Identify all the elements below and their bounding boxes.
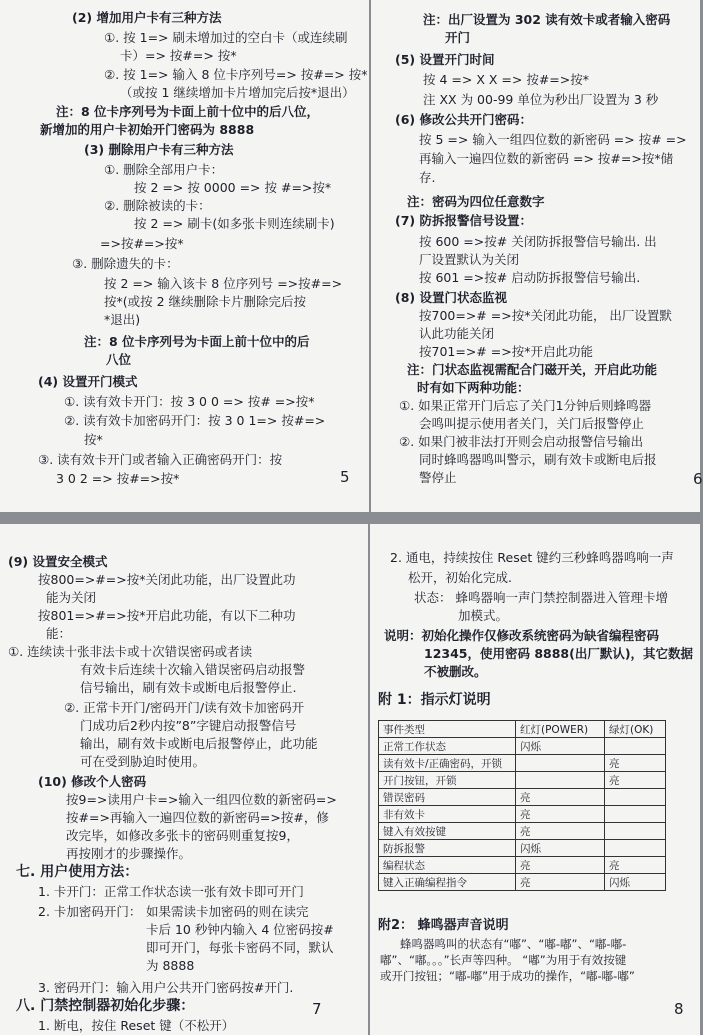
table-cell: 亮 xyxy=(605,772,666,789)
text-line: 按 600 =>按# 关闭防拆报警信号输出. 出 xyxy=(419,234,657,249)
text-line: =>按#=>按* xyxy=(100,236,184,251)
text-line: ②. 按 1=> 输入 8 位卡序列号=> 按#=> 按* xyxy=(104,67,368,82)
manual-page-7 xyxy=(0,524,368,1035)
note-text: 注：门状态监视需配合门磁开关，开启此功能 xyxy=(407,362,658,377)
text-line: 按* xyxy=(84,432,103,447)
text-line: 按700=># =>按*关闭此功能， 出厂设置默 xyxy=(419,308,672,323)
text-line: 再输入一遍四位数的新密码 => 按#=>按*储 xyxy=(419,151,674,166)
table-row xyxy=(379,772,666,789)
text-line: 嘟”、“嘟。。。”长声等四种。 “嘟”为用于有效按键 xyxy=(380,953,627,967)
text-line: ②. 读有效卡加密码开门：按 3 0 1=> 按#=> xyxy=(64,413,326,428)
column-header: 事件类型 xyxy=(379,721,516,738)
text-line: 或开门按钮；“嘟-嘟”用于成功的操作，“嘟-嘟-嘟” xyxy=(380,969,635,983)
heading-add-card: (2) 增加用户卡有三种方法 xyxy=(72,10,222,25)
text-line: 按801=>#=>按*开启此功能，有以下二种功 xyxy=(38,608,296,623)
appendix-2-title: 附2： 蜂鸣器声音说明 xyxy=(378,918,509,933)
table-row xyxy=(379,789,666,806)
page-number: 6 xyxy=(693,470,703,488)
heading-door-time: (5) 设置开门时间 xyxy=(395,52,495,67)
text-line: 按9=>读用户卡=>输入一组四位数的新密码=> xyxy=(66,792,337,807)
table-cell: 闪烁 xyxy=(516,738,605,755)
table-cell xyxy=(516,772,605,789)
text-line: 1. 卡开门：正常工作状态读一张有效卡即可开门 xyxy=(38,884,304,899)
note-text: 新增加的用户卡初始开门密码为 8888 xyxy=(40,122,255,137)
text-line: 3 0 2 => 按#=>按* xyxy=(56,471,180,486)
note-text: 注：8 位卡序列号为卡面上前十位中的后 xyxy=(84,334,310,349)
table-row xyxy=(379,823,666,840)
text-line: 按#=>再输入一遍四位数的新密码=>按#，修 xyxy=(66,810,329,825)
text-line: 按 2 => 输入该卡 8 位序列号 =>按#=> xyxy=(104,276,343,291)
table-cell: 读有效卡/正确密码，开锁 xyxy=(379,755,516,772)
text-line: 再按刚才的步骤操作。 xyxy=(66,846,192,861)
text-line: 有效卡后连续十次输入错误密码启动报警 xyxy=(80,662,306,677)
text-line: 为 8888 xyxy=(146,958,195,973)
table-cell xyxy=(605,789,666,806)
text-line: 蜂鸣器鸣叫的状态有“嘟”、“嘟-嘟”、“嘟-嘟- xyxy=(400,937,627,951)
note-text: 不被删改。 xyxy=(424,664,487,679)
text-line: 1. 断电，按住 Reset 键（不松开） xyxy=(38,1018,235,1033)
table-cell: 开门按钮，开锁 xyxy=(379,772,516,789)
table-cell: 编程状态 xyxy=(379,857,516,874)
text-line: 卡后 10 秒钟内输入 4 位密码按# xyxy=(146,922,334,937)
note-text: 注：出厂设置为 302 读有效卡或者输入密码 xyxy=(423,12,671,27)
heading-change-password: (6) 修改公共开门密码： xyxy=(395,112,532,127)
text-line: 按 5 => 输入一组四位数的新密码 => 按# => xyxy=(419,132,687,147)
heading-user-usage: 七. 用户使用方法： xyxy=(16,864,139,880)
column-header: 绿灯(OK) xyxy=(605,721,666,738)
table-cell: 防拆报警 xyxy=(379,840,516,857)
text-line: 信号输出，刷有效卡或断电后报警停止. xyxy=(80,680,297,695)
table-cell: 亮 xyxy=(516,823,605,840)
text-line: 2. 通电，持续按住 Reset 键约三秒蜂鸣器鸣响一声 xyxy=(390,550,674,565)
table-cell: 亮 xyxy=(516,857,605,874)
text-line: 3. 密码开门：输入用户公共开门密码按#开门. xyxy=(38,980,294,995)
manual-page-5 xyxy=(0,0,369,512)
text-line: ①. 读有效卡开门：按 3 0 0 => 按# =>按* xyxy=(64,394,315,409)
text-line: 门成功后2秒内按”8”字键启动报警信号 xyxy=(80,718,297,733)
text-line: 如果需读卡加密码的则在读完 xyxy=(146,904,309,919)
table-cell: 亮 xyxy=(605,857,666,874)
text-line: ②. 删除被读的卡： xyxy=(104,198,211,213)
column-header: 红灯(POWER) xyxy=(516,721,605,738)
note-text: 注：8 位卡序列号为卡面上前十位中的后八位， xyxy=(56,104,320,119)
text-line: 按 2 => 按 0000 => 按 #=>按* xyxy=(134,180,332,195)
text-line: 认此功能关闭 xyxy=(419,326,495,341)
note-text: 12345，使用密码 8888(出厂默认)，其它数据 xyxy=(424,646,694,661)
table-row xyxy=(379,738,666,755)
table-row xyxy=(379,840,666,857)
table-cell xyxy=(605,806,666,823)
table-cell xyxy=(605,738,666,755)
note-text: 八位 xyxy=(106,352,132,367)
text-line: 能为关闭 xyxy=(46,590,97,605)
text-line: 按 2 => 刷卡(如多张卡则连续刷卡) xyxy=(134,216,335,231)
text-line: 按 601 =>按# 启动防拆报警信号输出. xyxy=(419,270,641,285)
text-line: ①. 删除全部用户卡： xyxy=(104,162,224,177)
text-line: 按800=>#=>按*关闭此功能，出厂设置此功 xyxy=(38,572,296,587)
table-row xyxy=(379,755,666,772)
table-cell: 非有效卡 xyxy=(379,806,516,823)
note-text: 注：密码为四位任意数字 xyxy=(407,194,545,209)
table-row xyxy=(379,857,666,874)
table-cell: 键入正确编程指令 xyxy=(379,874,516,891)
page-number: 7 xyxy=(312,1000,322,1018)
text-line: 厂设置默认为关闭 xyxy=(419,252,520,267)
heading-initialization: 八. 门禁控制器初始化步骤： xyxy=(16,998,195,1014)
text-line: （或按 1 继续增加卡片增加完后按*退出） xyxy=(120,85,355,100)
text-line: 卡）=> 按#=> 按* xyxy=(120,48,237,63)
text-line: 警停止 xyxy=(419,470,457,485)
text-line: ③. 读有效卡开门或者输入正确密码开门：按 xyxy=(38,452,283,467)
table-row xyxy=(379,806,666,823)
text-line: 即可开门，每张卡密码不同，默认 xyxy=(146,940,334,955)
text-line: 按*(或按 2 继续删除卡片删除完后按 xyxy=(104,294,307,309)
heading-door-monitor: (8) 设置门状态监视 xyxy=(395,290,507,305)
table-cell: 错误密码 xyxy=(379,789,516,806)
text-line: 按701=># =>按*开启此功能 xyxy=(419,344,593,359)
table-cell xyxy=(605,840,666,857)
note-text: 说明：初始化操作仅修改系统密码为缺省编程密码 xyxy=(384,628,660,643)
table-row xyxy=(379,874,666,891)
table-cell: 闪烁 xyxy=(605,874,666,891)
table-cell: 亮 xyxy=(605,755,666,772)
text-line: ②. 正常卡开门/密码开门/读有效卡加密码开 xyxy=(64,700,305,715)
table-cell: 亮 xyxy=(516,789,605,806)
heading-personal-password: (10) 修改个人密码 xyxy=(38,774,147,789)
indicator-table xyxy=(378,720,666,891)
text-line: ①. 按 1=> 刷未增加过的空白卡（或连续刷 xyxy=(104,30,348,45)
heading-tamper-alarm: (7) 防拆报警信号设置： xyxy=(395,213,532,228)
table-cell xyxy=(605,823,666,840)
text-line: ①. 连续读十张非法卡或十次错误密码或者读 xyxy=(8,644,253,659)
text-line: 加模式。 xyxy=(458,608,509,623)
page-number: 8 xyxy=(674,1000,684,1018)
text-line: 可在受到胁迫时使用。 xyxy=(80,754,206,769)
table-cell: 亮 xyxy=(516,806,605,823)
page-number: 5 xyxy=(340,468,350,486)
appendix-1-title: 附 1：指示灯说明 xyxy=(378,692,491,708)
manual-page-6 xyxy=(371,0,703,512)
text-line: *退出) xyxy=(104,312,141,327)
text-line: 按 4 => X X => 按#=>按* xyxy=(423,72,589,87)
table-cell: 键入有效按键 xyxy=(379,823,516,840)
table-cell: 正常工作状态 xyxy=(379,738,516,755)
table-cell xyxy=(516,755,605,772)
table-cell: 亮 xyxy=(516,874,605,891)
manual-page-8 xyxy=(370,524,700,1035)
table-cell: 闪烁 xyxy=(516,840,605,857)
text-line: 状态： 蜂鸣器响一声门禁控制器进入管理卡增 xyxy=(414,590,668,605)
text-line: 松开，初始化完成. xyxy=(408,570,512,585)
heading-door-mode: (4) 设置开门模式 xyxy=(38,374,138,389)
text-line: 会鸣叫提示使用者关门，关门后报警停止 xyxy=(419,416,645,431)
heading-delete-card: (3) 删除用户卡有三种方法 xyxy=(84,142,234,157)
note-text: 时有如下两种功能： xyxy=(417,380,530,395)
note-text: 开门 xyxy=(445,30,471,45)
text-line: 存. xyxy=(419,170,436,185)
text-line: 能： xyxy=(46,626,72,641)
text-line: 输出，刷有效卡或断电后报警停止，此功能 xyxy=(80,736,318,751)
text-line: 改完毕，如修改多张卡的密码则重复按9， xyxy=(66,828,299,843)
text-line: 注 XX 为 00-99 单位为秒出厂设置为 3 秒 xyxy=(423,92,659,107)
text-line: ①. 如果正常开门后忘了关门1分钟后则蜂鸣器 xyxy=(399,398,652,413)
heading-security-mode: (9) 设置安全模式 xyxy=(8,554,108,569)
text-line: ②. 如果门被非法打开则会启动报警信号输出 xyxy=(399,434,644,449)
text-line: 2. 卡加密码开门： xyxy=(38,904,142,919)
table-header-row xyxy=(379,721,666,738)
text-line: 同时蜂鸣器鸣叫警示，刷有效卡或断电后报 xyxy=(419,452,657,467)
text-line: ③. 删除遗失的卡： xyxy=(72,256,179,271)
